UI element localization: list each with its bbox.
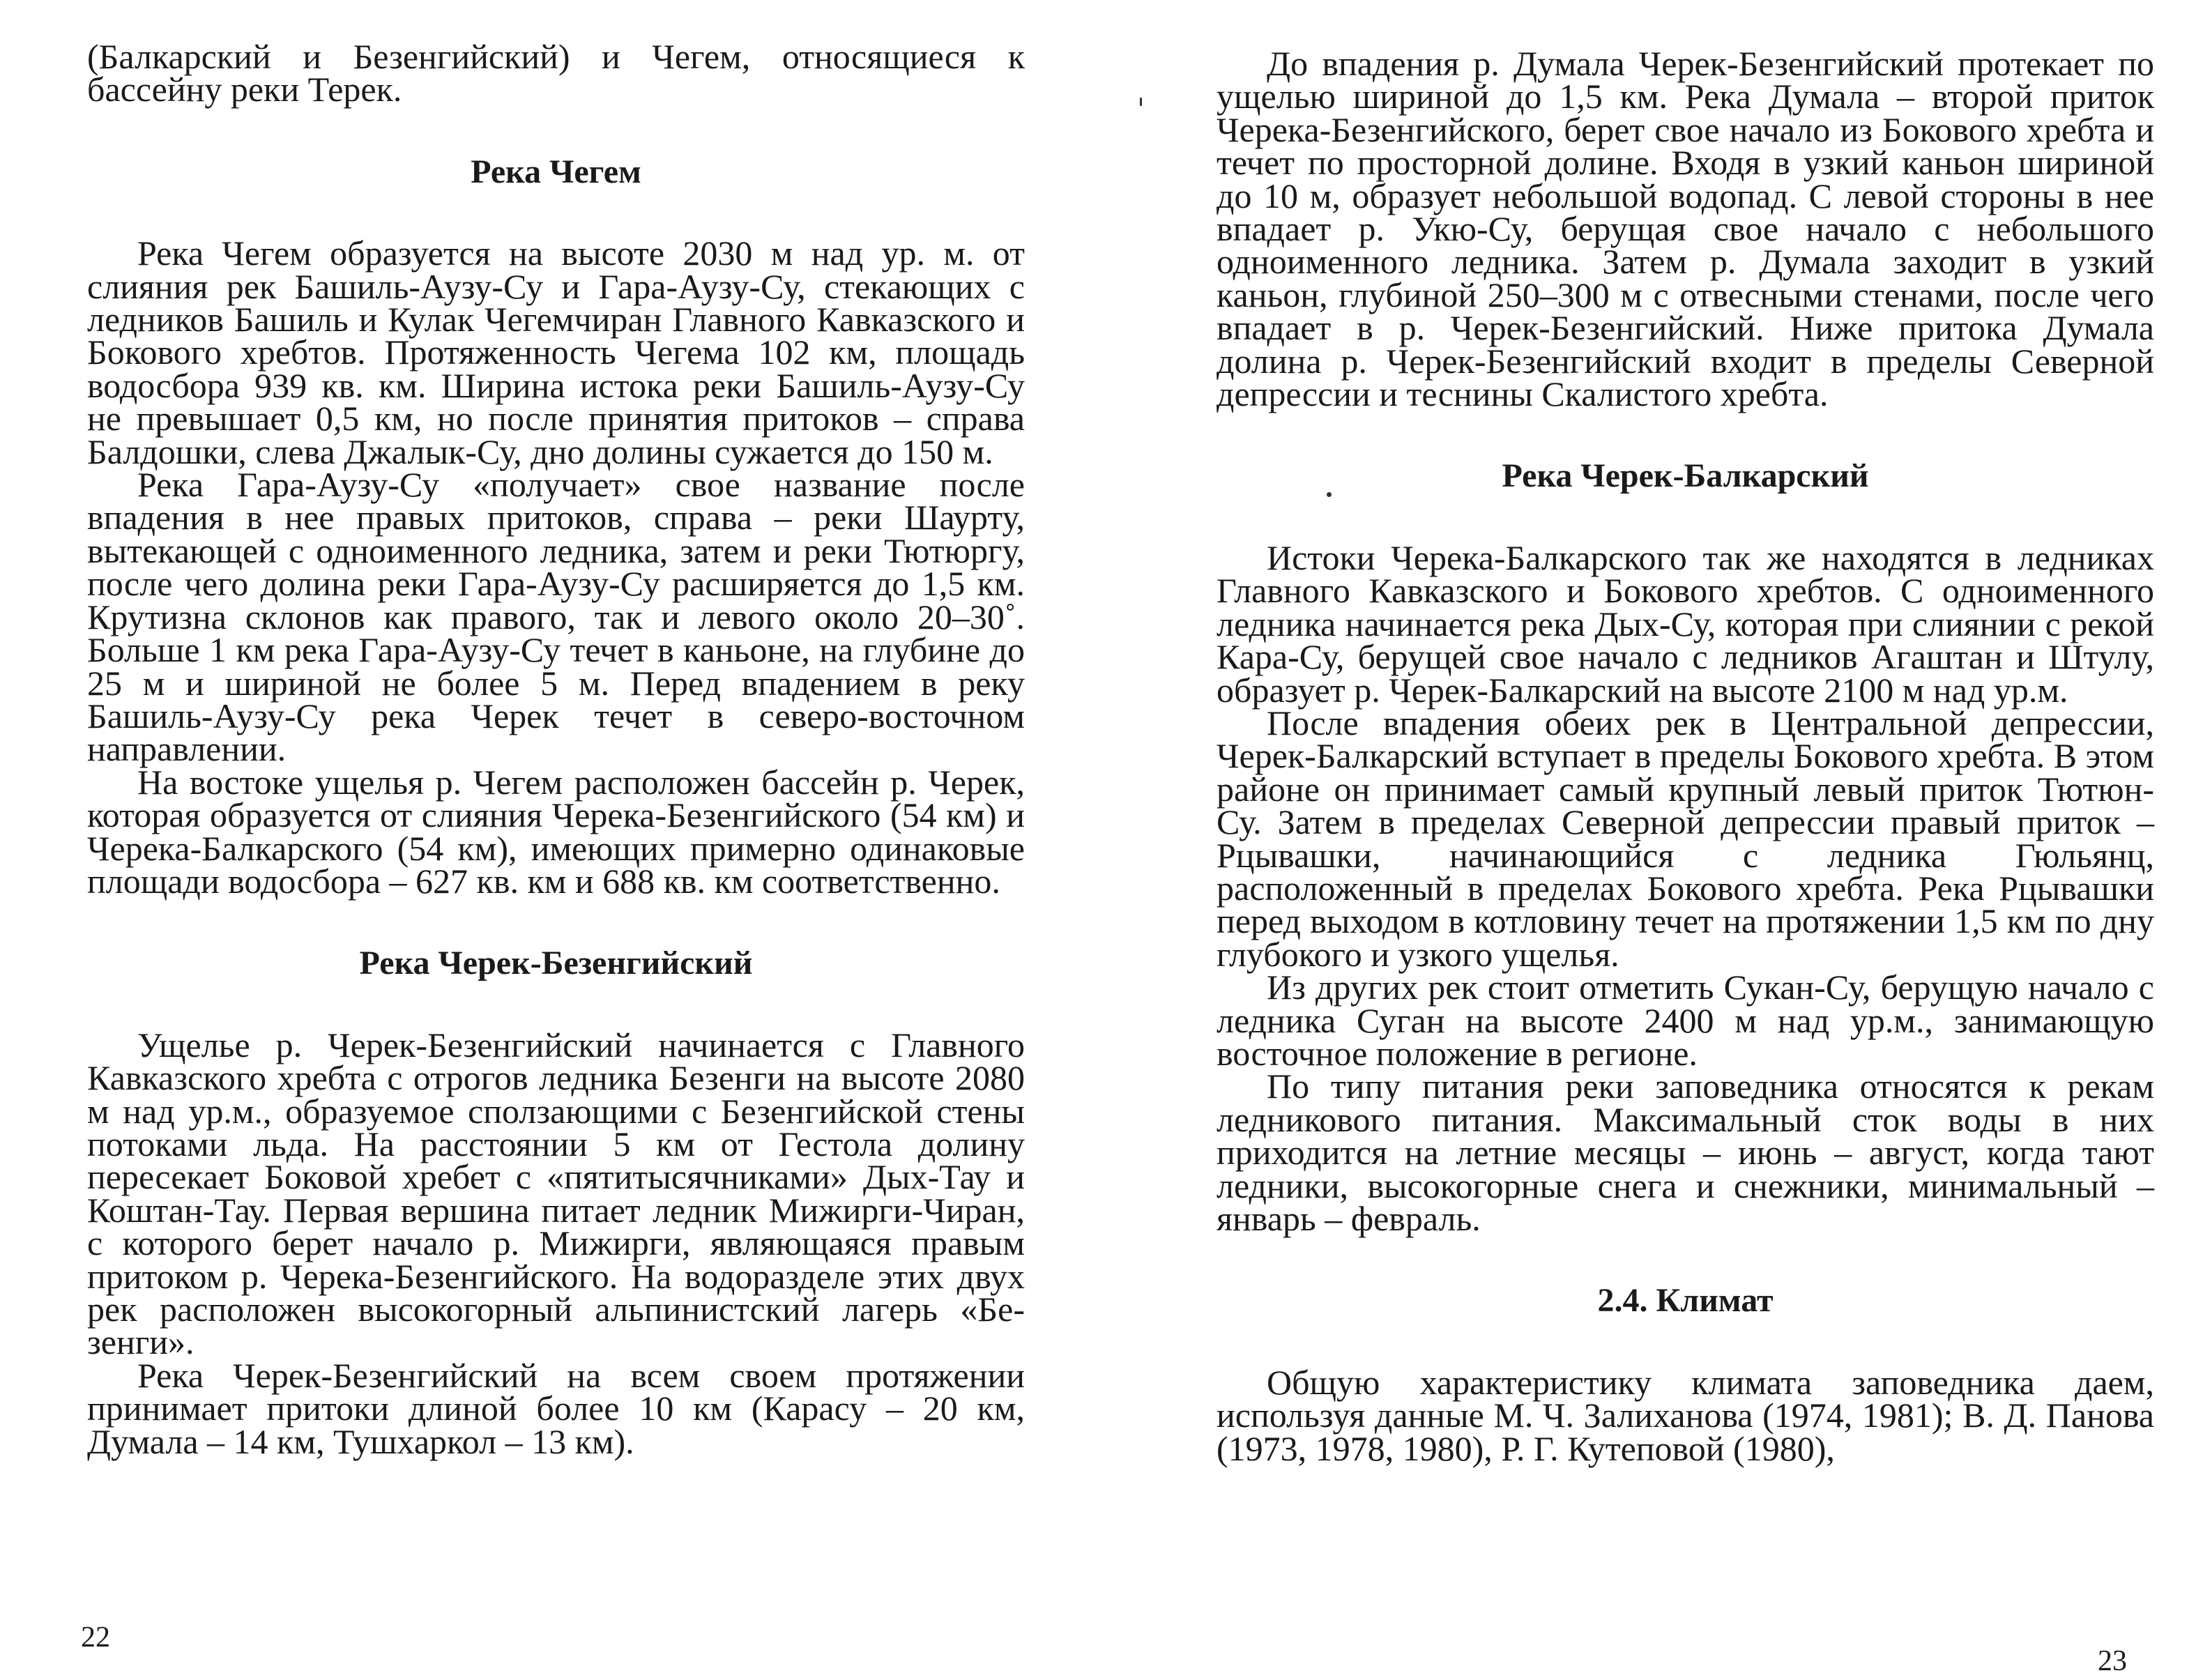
heading-cherek-bezengi-river: Река Черек-Безенгийский	[359, 945, 753, 982]
paragraph-continuation: (Балкарский и Безенгийский) и Чегем, относящиеся к бассейну реки Терек.	[87, 37, 1025, 109]
heading-chegem-river: Река Чегем	[471, 153, 641, 190]
paragraph-gara-auzu-su: Река Гара-Аузу-Су «получает» свое название после впадения в нее правых притоков, справа – реки Шаурту, вытекающей с одноименного ледника, затем и реки Тютюргу, после чего долина реки Гара-Аузу-Су расширяется до 1,5 км. Крутизна склонов как правого, так и левого около 20–30˚. Больше 1 км река Гара-Аузу-Су течет в каньоне, на глубине до 25 м и шириной не более 5 м. Перед впадением в реку Башиль-Аузу-Су река Черек течет в северо-восточном направлении.	[87, 465, 1025, 769]
scan-speck-mark	[1140, 98, 1142, 106]
paragraph-climate-intro: Общую характеристику климата заповедника даем, используя данные М. Ч. Залиханова (1974, 1981); В. Д. Панова (1973, 1978, 1980), Р. Г. Кутеповой (1980),	[1217, 1362, 2154, 1468]
paragraph-bezengi-gorge: Ущелье р. Черек-Безенгийский начинается с Главного Кавказского хребта с отрогов ледника Безенги на высоте 2080 м над ур.м., образуемое сползающими с Безенгийской стены потоками льда. На расстоянии 5 км от Гестола долину пересекает Боковой хребет с «пятитысячниками» Дых-Тау и Коштан-Тау. Первая вершина питает ледник Мижирги-Чиран, с которого берет начало р. Мижирги, являющаяся правым притоком р. Черека-Безенгийского. На водоразделе этих двух рек расположен высокогорный альпинистский лагерь «Безенги».	[87, 1025, 1025, 1362]
right-page	[1098, 0, 2196, 1680]
heading-climate-section: 2.4. Климат	[1597, 1282, 1774, 1320]
paragraph-cherek-basin: На востоке ущелья р. Чегем расположен бассейн р. Черек, которая образуется от слияния Черека-Безенгийского (54 км) и Черека-Балкарского (54 км), имеющих примерно одинаковые площади водосбора – 627 кв. км и 688 кв. км соответственно.	[87, 762, 1025, 901]
scan-speck-mark	[1327, 492, 1332, 497]
left-page-text-column	[87, 37, 1025, 1461]
page-number-right: 23	[2098, 1645, 2127, 1677]
paragraph-river-feeding-type: По типу питания реки заповедника относятся к рекам ледникового питания. Максимальный сток воды в них приходится на летние месяцы – июнь – август, когда тают ледники, высокогорные снега и снежники, минимальный – январь – февраль.	[1217, 1067, 2154, 1238]
paragraph-sukan-su: Из других рек стоит отметить Сукан-Су, берущую начало с ледника Суган на высоте 2400 м над ур.м., занимающую восточное положение в регионе.	[1217, 968, 2154, 1073]
right-page-text-column	[1217, 40, 2154, 1468]
paragraph-central-depression: После впадения обеих рек в Центральной депрессии, Черек-Балкарский вступает в пределы Бокового хребта. В этом районе он принимает самый крупный левый приток Тютюн-Су. Затем в пределах Северной депрессии правый приток – Рцывашки, начинающийся с ледника Гюльянц, расположенный в пределах Бокового хребта. Река Рцывашки перед выходом в котловину течет на протяжении 1,5 км по дну глубокого и узкого ущелья.	[1217, 703, 2154, 974]
paragraph-bezengi-tributaries: Река Черек-Безенгийский на всем своем протяжении принимает притоки длиной более 10 км (Карасу – 20 км, Думала – 14 км, Тушхаркол – 13 км).	[87, 1355, 1025, 1461]
paragraph-chegem-origin: Река Чегем образуется на высоте 2030 м над ур. м. от слияния рек Башиль-Аузу-Су и Гара-Аузу-Су, стекающих с ледников Башиль и Кулак Чегемчиран Главного Кавказского и Бокового хребтов. Протяженность Чегема 102 км, площадь водосбора 939 кв. км. Ширина истока реки Башиль-Аузу-Су не превышает 0,5 км, но после принятия притоков – справа Балдошки, слева Джалык-Су, дно долины сужается до 150 м.	[87, 234, 1025, 471]
heading-cherek-balkar-river: Река Черек-Балкарский	[1502, 457, 1869, 495]
paragraph-dumala-river: До впадения р. Думала Черек-Безенгийский протекает по ущелью шириной до 1,5 км. Река Думала – второй приток Черека-Безенгийского, берет свое начало из Бокового хребта и течет по просторной долине. Входя в узкий каньон шириной до 10 м, образует небольшой водопад. С левой стороны в нее впадает р. Укю-Су, берущая свое начало с небольшого одноименного ледника. Затем р. Думала заходит в узкий каньон, глубиной 250–300 м с отвесными стенами, после чего впадает в р. Черек-Безенгийский. Ниже притока Думала долина р. Черек-Безенгийский входит в пределы Северной депрессии и теснины Скалистого хребта.	[1217, 44, 2154, 414]
page-number-left: 22	[81, 1621, 110, 1654]
paragraph-balkar-sources: Истоки Черека-Балкарского так же находятся в ледниках Главного Кавказского и Бокового хребтов. С одноименного ледника начинается река Дых-Су, которая при слиянии с рекой Кара-Су, берущей свое начало с ледников Агаштан и Штулу, образует р. Черек-Балкарский на высоте 2100 м над ур.м.	[1217, 537, 2154, 710]
